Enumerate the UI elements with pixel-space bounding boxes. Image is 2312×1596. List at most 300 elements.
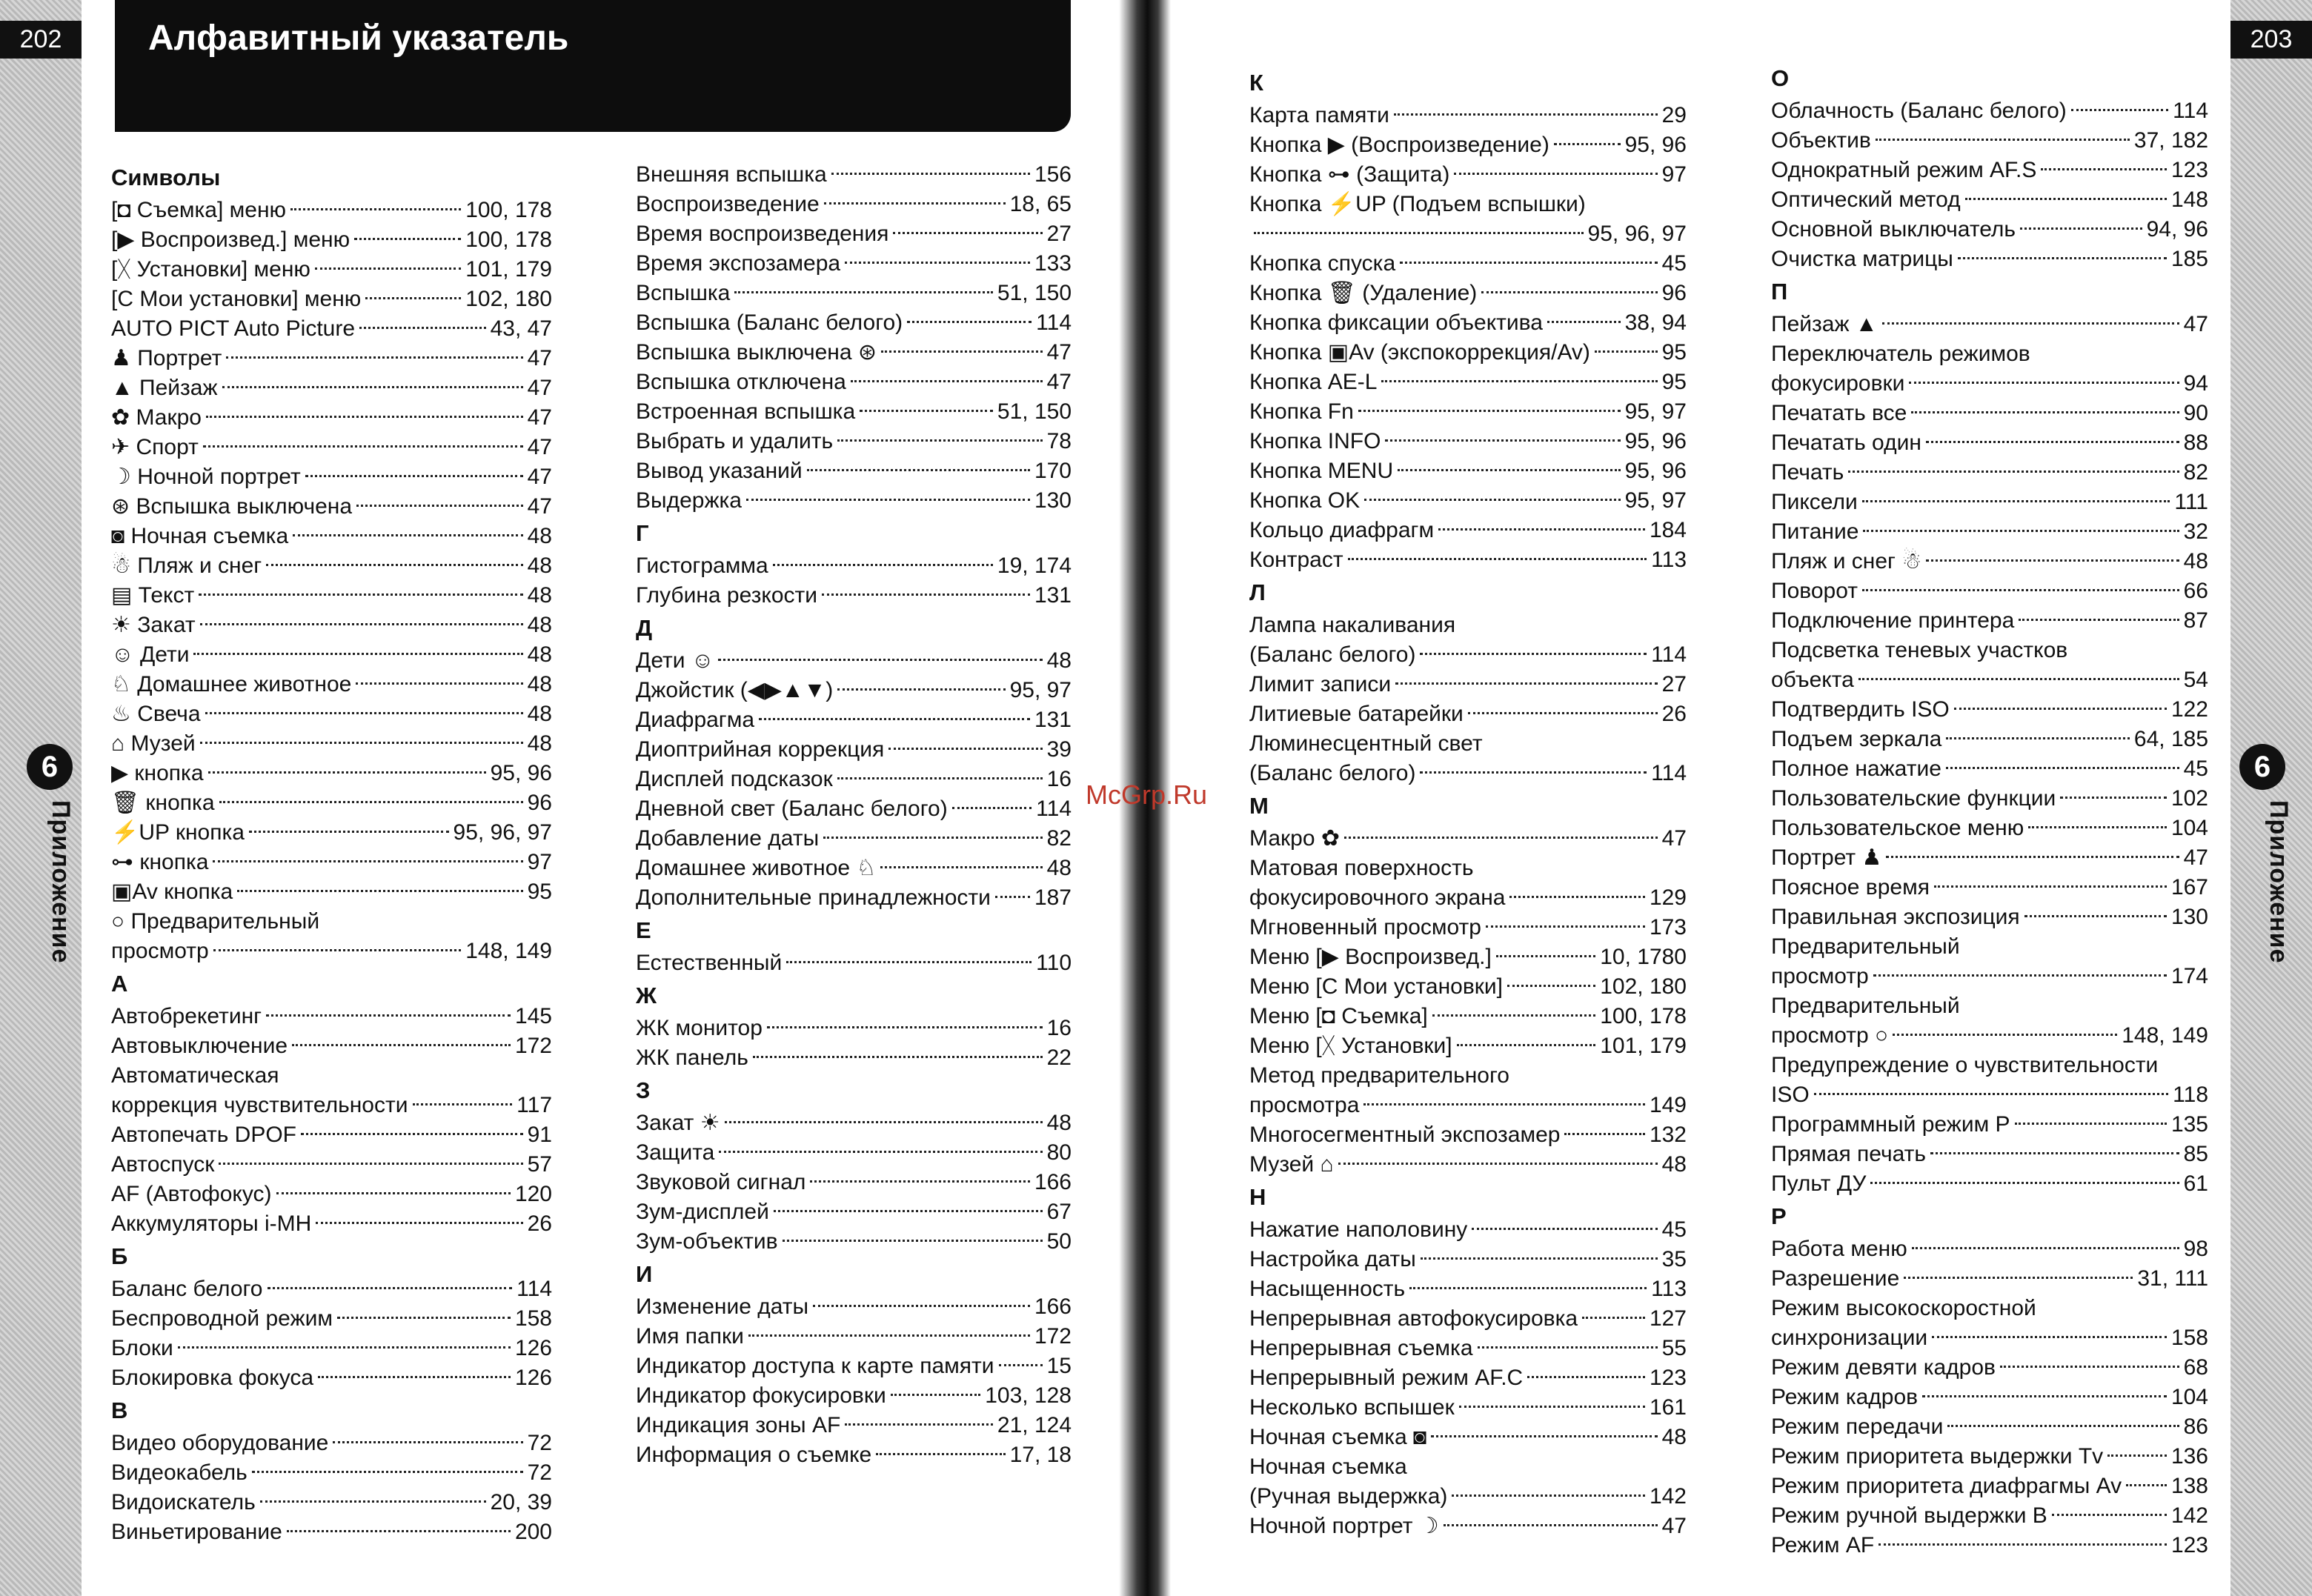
entry-page: 47 — [1046, 370, 1072, 394]
index-entry — [1249, 1512, 1687, 1541]
entry-name: Режим AF — [1771, 1533, 1875, 1557]
entry-name: (Баланс белого) — [1249, 761, 1416, 785]
dot-leader — [1478, 1346, 1658, 1349]
entry-page: 95, 96, 97 — [1587, 222, 1687, 246]
entry-page: 48 — [1046, 856, 1072, 880]
entry-page: 67 — [1046, 1200, 1072, 1224]
index-entry — [1771, 1080, 2208, 1110]
dot-leader — [1358, 410, 1621, 412]
index-entry — [1249, 308, 1687, 338]
entry-page: 48 — [527, 672, 552, 696]
entry-name: Индикатор доступа к карте памяти — [636, 1354, 994, 1378]
entry-name: Подсветка теневых участков — [1771, 638, 2068, 662]
dot-leader — [807, 469, 1030, 471]
entry-page: 98 — [2183, 1237, 2208, 1261]
entry-page: 95, 96 — [1624, 429, 1687, 453]
entry-name: Режим передачи — [1771, 1414, 1944, 1439]
section-heading: Д — [636, 615, 653, 641]
dot-leader — [293, 534, 522, 536]
dot-leader — [1338, 1163, 1658, 1165]
dot-leader — [208, 771, 486, 774]
index-entry — [1249, 1363, 1687, 1393]
dot-leader — [1254, 232, 1584, 234]
entry-name: Зум-объектив — [636, 1229, 778, 1254]
index-entry — [1771, 606, 2208, 636]
entry-name: Кнопка Fn — [1249, 399, 1354, 424]
index-entry — [111, 344, 552, 373]
entry-name: Диафрагма — [636, 708, 755, 732]
section-heading: И — [636, 1261, 653, 1287]
dot-leader — [1381, 380, 1657, 382]
index-entry — [636, 1381, 1072, 1411]
dot-leader — [753, 1056, 1043, 1058]
entry-page: 32 — [2183, 519, 2208, 544]
dot-leader — [1486, 925, 1645, 928]
entry-page: 114 — [2173, 99, 2208, 123]
index-entry — [1771, 428, 2208, 458]
entry-name: Музей ⌂ — [1249, 1152, 1334, 1177]
dot-leader — [823, 837, 1042, 839]
index-entry — [111, 818, 552, 848]
dot-leader — [1385, 439, 1620, 442]
index-entry — [1771, 991, 2208, 1021]
index-entry — [1249, 729, 1687, 759]
dot-leader — [813, 1305, 1030, 1307]
entry-page: 158 — [2170, 1326, 2208, 1350]
dot-leader — [2000, 1366, 2179, 1368]
index-entry — [1771, 1051, 2208, 1080]
index-entry — [111, 1334, 552, 1363]
index-entry — [1771, 636, 2208, 665]
entry-page: 26 — [527, 1211, 552, 1236]
entry-name: просмотра — [1249, 1093, 1360, 1117]
entry-name: Баланс белого — [111, 1277, 263, 1301]
dot-leader — [1431, 1435, 1657, 1437]
entry-name: Домашнее животное ♘ — [636, 856, 877, 880]
dot-leader — [2028, 826, 2167, 828]
entry-name: Выдержка — [636, 488, 742, 513]
entry-name: Беспроводной режим — [111, 1306, 333, 1331]
entry-name: ⌂ Музей — [111, 731, 196, 756]
entry-name: (Баланс белого) — [1249, 642, 1416, 667]
index-entry — [1249, 338, 1687, 368]
dot-leader — [1930, 1152, 2179, 1154]
entry-page: 111 — [2174, 490, 2208, 514]
dot-leader — [292, 1044, 511, 1046]
entry-name: Ночная съемка — [1249, 1454, 1407, 1479]
index-entry — [1771, 458, 2208, 488]
index-entry — [1249, 1393, 1687, 1423]
index-column-2 — [636, 160, 1072, 1470]
index-entry — [636, 1322, 1072, 1351]
dot-leader — [1878, 1543, 2167, 1546]
entry-name: Выбрать и удалить — [636, 429, 834, 453]
entry-page: 114 — [1651, 761, 1687, 785]
index-entry — [111, 937, 552, 966]
dot-leader — [205, 712, 523, 714]
entry-name: просмотр — [111, 939, 209, 963]
entry-name: Печать — [1771, 460, 1844, 485]
dot-leader — [2024, 915, 2167, 917]
index-entry — [1249, 670, 1687, 699]
dot-leader — [219, 801, 523, 803]
dot-leader — [1954, 708, 2167, 710]
entry-name: Дополнительные принадлежности — [636, 885, 991, 910]
index-entry — [1771, 488, 2208, 517]
index-entry — [636, 948, 1072, 978]
dot-leader — [1400, 262, 1657, 264]
section-heading: Е — [636, 917, 651, 943]
entry-name: Вспышка выключена ⊛ — [636, 340, 877, 365]
entry-name: Лампа накаливания — [1249, 613, 1456, 637]
entry-page: 37, 182 — [2133, 128, 2208, 153]
entry-page: 200 — [514, 1520, 552, 1544]
entry-name: Основной выключатель — [1771, 217, 2016, 242]
entry-page: 47 — [2183, 312, 2208, 336]
index-entry — [1771, 962, 2208, 991]
entry-name: Предварительный — [1771, 934, 1960, 959]
dot-leader — [337, 1317, 511, 1319]
index-entry — [111, 1120, 552, 1150]
entry-page: 48 — [1046, 1111, 1072, 1135]
dot-leader — [206, 416, 523, 418]
index-entry — [1249, 759, 1687, 788]
entry-name: Кнопка спуска — [1249, 251, 1396, 276]
index-section — [1771, 274, 2208, 1199]
entry-name: ☽ Ночной портрет — [111, 465, 301, 489]
entry-page: 136 — [2170, 1444, 2208, 1469]
index-entry — [1771, 339, 2208, 369]
entry-name: Изменение даты — [636, 1294, 809, 1319]
entry-page: 47 — [1046, 340, 1072, 365]
dot-leader — [822, 593, 1030, 596]
dot-leader — [1814, 1093, 2168, 1095]
entry-name: Прямая печать — [1771, 1142, 1927, 1166]
dot-leader — [1344, 837, 1658, 839]
dot-leader — [1926, 559, 2179, 562]
entry-page: 138 — [2170, 1474, 2208, 1498]
dot-leader — [266, 1014, 511, 1017]
index-entry — [1249, 190, 1687, 219]
entry-page: 80 — [1046, 1140, 1072, 1165]
entry-name: Внешняя вспышка — [636, 162, 827, 187]
index-entry — [1771, 185, 2208, 215]
dot-leader — [2071, 109, 2168, 111]
entry-page: 95 — [1661, 340, 1687, 365]
index-entry — [1249, 1482, 1687, 1512]
index-entry — [111, 1091, 552, 1120]
entry-page: 122 — [2170, 697, 2208, 722]
dot-leader — [2041, 168, 2167, 170]
dot-leader — [260, 1500, 486, 1503]
page-number-right: 203 — [2230, 21, 2312, 59]
entry-page: 158 — [514, 1306, 552, 1331]
entry-name: Естественный — [636, 951, 783, 975]
index-entry — [111, 255, 552, 285]
entry-page: 54 — [2183, 668, 2208, 692]
entry-name: Гистограмма — [636, 553, 768, 578]
dot-leader — [1564, 1133, 1644, 1135]
entry-page: 185 — [2170, 247, 2208, 271]
entry-page: 130 — [1034, 488, 1072, 513]
entry-name: Пляж и снег ☃ — [1771, 549, 1922, 573]
dot-leader — [1946, 767, 2179, 769]
dot-leader — [831, 173, 1030, 175]
entry-page: 51, 150 — [997, 399, 1072, 424]
entry-name: Добавление даты — [636, 826, 820, 851]
dot-leader — [888, 748, 1042, 750]
entry-name: Диоптрийная коррекция — [636, 737, 885, 762]
index-entry — [1771, 902, 2208, 932]
index-entry — [111, 848, 552, 877]
index-entry — [1249, 913, 1687, 942]
entry-page: 18, 65 — [1009, 192, 1072, 216]
entry-name: Вывод указаний — [636, 459, 803, 483]
entry-name: ⚡UP кнопка — [111, 820, 245, 845]
index-entry — [1771, 1412, 2208, 1442]
dot-leader — [359, 327, 486, 329]
entry-name: Зум-дисплей — [636, 1200, 769, 1224]
entry-page: 47 — [2183, 845, 2208, 870]
dot-leader — [1398, 469, 1620, 471]
index-section — [636, 913, 1072, 978]
index-entry — [1249, 130, 1687, 160]
entry-name: Вспышка отключена — [636, 370, 846, 394]
entry-page: 95 — [1661, 370, 1687, 394]
entry-name: Воспроизведение — [636, 192, 820, 216]
index-entry — [1249, 640, 1687, 670]
dot-leader — [881, 350, 1043, 353]
index-entry — [636, 486, 1072, 516]
index-entry — [111, 433, 552, 462]
dot-leader — [2107, 1454, 2167, 1457]
index-entry — [1771, 1021, 2208, 1051]
entry-name: ЖК панель — [636, 1045, 748, 1070]
dot-leader — [767, 1026, 1043, 1028]
index-entry — [111, 1209, 552, 1239]
dot-leader — [1472, 1228, 1657, 1230]
dot-leader — [725, 1121, 1043, 1123]
dot-leader — [1509, 896, 1644, 898]
entry-page: 145 — [514, 1004, 552, 1028]
index-entry — [1249, 456, 1687, 486]
index-entry — [1771, 1169, 2208, 1199]
entry-name: Видео оборудование — [111, 1431, 329, 1455]
entry-page: 22 — [1046, 1045, 1072, 1070]
entry-page: 114 — [516, 1277, 552, 1301]
dot-leader — [837, 439, 1043, 442]
index-entry — [636, 646, 1072, 676]
index-entry — [1249, 1423, 1687, 1452]
dot-leader — [893, 232, 1042, 234]
entry-page: 126 — [514, 1366, 552, 1390]
entry-page: 170 — [1034, 459, 1072, 483]
dot-leader — [199, 593, 522, 596]
entry-name: коррекция чувствительности — [111, 1093, 408, 1117]
entry-name: Автобрекетинг — [111, 1004, 262, 1028]
entry-name: [◘ Съемка] меню — [111, 198, 287, 222]
entry-page: 113 — [1651, 1277, 1687, 1301]
index-entry — [111, 314, 552, 344]
index-entry — [636, 338, 1072, 368]
entry-name: Поясное время — [1771, 875, 1930, 900]
dot-leader — [824, 202, 1006, 205]
index-entry — [111, 699, 552, 729]
index-entry — [1771, 1442, 2208, 1472]
dot-leader — [1893, 1034, 2117, 1036]
section-heading: М — [1249, 793, 1269, 819]
entry-name: ☺ Дети — [111, 642, 190, 667]
dot-leader — [876, 1453, 1005, 1455]
dot-leader — [193, 653, 522, 655]
dot-leader — [1457, 1044, 1596, 1046]
index-entry — [111, 670, 552, 699]
index-section — [1771, 61, 2208, 274]
index-entry — [1249, 368, 1687, 397]
entry-page: 102, 180 — [1600, 974, 1687, 999]
entry-page: 47 — [527, 465, 552, 489]
index-entry — [1771, 1234, 2208, 1264]
index-entry — [636, 219, 1072, 249]
dot-leader — [1909, 382, 2179, 384]
index-entry — [636, 1168, 1072, 1197]
entry-name: Портрет ♟ — [1771, 845, 1882, 870]
dot-leader — [1454, 173, 1657, 175]
dot-leader — [200, 742, 523, 744]
dot-leader — [1922, 1395, 2167, 1397]
entry-name: Очистка матрицы — [1771, 247, 1953, 271]
entry-name: Контраст — [1249, 548, 1343, 572]
index-section — [1249, 788, 1687, 1180]
dot-leader — [1438, 528, 1645, 531]
entry-name: Информация о съемке — [636, 1443, 872, 1467]
entry-name: Однократный режим AF.S — [1771, 158, 2037, 182]
entry-page: 113 — [1651, 548, 1687, 572]
index-entry — [636, 190, 1072, 219]
entry-page: 96 — [527, 791, 552, 815]
dot-leader — [315, 267, 461, 270]
entry-name: Несколько вспышек — [1249, 1395, 1455, 1420]
section-heading: Символы — [111, 164, 221, 190]
entry-page: 64, 185 — [2133, 727, 2208, 751]
entry-name: Кнопка OK — [1249, 488, 1361, 513]
dot-leader — [316, 1222, 522, 1224]
index-entry — [636, 551, 1072, 581]
index-entry — [1771, 517, 2208, 547]
index-entry — [636, 1043, 1072, 1073]
dot-leader — [213, 860, 522, 862]
index-entry — [1249, 219, 1687, 249]
entry-name: Метод предварительного — [1249, 1063, 1509, 1088]
entry-page: 100, 178 — [465, 227, 552, 252]
entry-page: 166 — [1034, 1294, 1072, 1319]
entry-page: 45 — [1661, 251, 1687, 276]
dot-leader — [2060, 797, 2167, 799]
entry-name: Режим приоритета диафрагмы Av — [1771, 1474, 2122, 1498]
index-entry — [636, 581, 1072, 611]
index-entry — [111, 196, 552, 225]
index-section — [636, 1073, 1072, 1257]
entry-name: синхронизации — [1771, 1326, 1928, 1350]
entry-page: 27 — [1661, 672, 1687, 696]
entry-name: Кнопка ⊶ (Защита) — [1249, 162, 1450, 187]
dot-leader — [1420, 771, 1647, 774]
index-entry — [1249, 699, 1687, 729]
index-section — [1771, 1199, 2208, 1560]
index-entry — [111, 1002, 552, 1031]
index-entry — [111, 522, 552, 551]
entry-name: Автопечать DPOF — [111, 1123, 297, 1147]
entry-name: Время воспроизведения — [636, 222, 889, 246]
index-entry — [1249, 1150, 1687, 1180]
entry-page: 95, 96 — [490, 761, 552, 785]
entry-page: 117 — [516, 1093, 552, 1117]
index-entry — [636, 735, 1072, 765]
index-entry — [111, 1150, 552, 1180]
entry-page: 50 — [1046, 1229, 1072, 1254]
dot-leader — [1363, 1103, 1645, 1105]
entry-page: 132 — [1649, 1123, 1687, 1147]
entry-name: объекта — [1771, 668, 1854, 692]
entry-name: 🗑 кнопка — [111, 791, 215, 815]
entry-page: 94, 96 — [2146, 217, 2208, 242]
index-entry — [1771, 215, 2208, 245]
entry-page: 123 — [2170, 1533, 2208, 1557]
index-section — [111, 160, 552, 966]
entry-name: Видоискатель — [111, 1490, 256, 1514]
entry-page: 47 — [1661, 1514, 1687, 1538]
dot-leader — [1934, 885, 2167, 888]
index-entry — [111, 729, 552, 759]
entry-name: Непрерывная съемка — [1249, 1336, 1473, 1360]
chapter-badge-right: 6 — [2239, 744, 2285, 790]
entry-page: 173 — [1649, 915, 1687, 940]
entry-name: Полное нажатие — [1771, 757, 1941, 781]
entry-page: 95, 96, 97 — [453, 820, 552, 845]
entry-page: 47 — [1661, 826, 1687, 851]
entry-name: Программный режим P — [1771, 1112, 2010, 1137]
index-entry — [1249, 1002, 1687, 1031]
index-entry — [1249, 942, 1687, 972]
index-section — [1249, 1180, 1687, 1541]
entry-page: 102, 180 — [465, 287, 552, 311]
entry-name: Вспышка — [636, 281, 731, 305]
entry-name: Макро ✿ — [1249, 826, 1340, 851]
dot-leader — [2126, 1484, 2167, 1486]
entry-page: 47 — [527, 435, 552, 459]
index-entry — [1249, 279, 1687, 308]
index-entry — [1771, 369, 2208, 399]
entry-page: 61 — [2183, 1171, 2208, 1196]
entry-name: Кнопка ▣Av (экспокоррекция/Av) — [1249, 340, 1590, 365]
entry-page: 68 — [2183, 1355, 2208, 1380]
index-entry — [1771, 1140, 2208, 1169]
index-entry — [111, 285, 552, 314]
entry-name: Аккумуляторы i-MH — [111, 1211, 312, 1236]
dot-leader — [845, 1423, 993, 1426]
entry-page: 101, 179 — [465, 257, 552, 282]
entry-name: Имя папки — [636, 1324, 744, 1349]
index-entry — [111, 1458, 552, 1488]
entry-name: ☀ Закат — [111, 613, 196, 637]
index-entry — [636, 1197, 1072, 1227]
left-margin-strip — [0, 0, 82, 1596]
entry-name: Мгновенный просмотр — [1249, 915, 1481, 940]
dot-leader — [783, 1240, 1043, 1242]
dot-leader — [837, 688, 1005, 691]
entry-name: Режим кадров — [1771, 1385, 1919, 1409]
entry-name: ✈ Спорт — [111, 435, 199, 459]
